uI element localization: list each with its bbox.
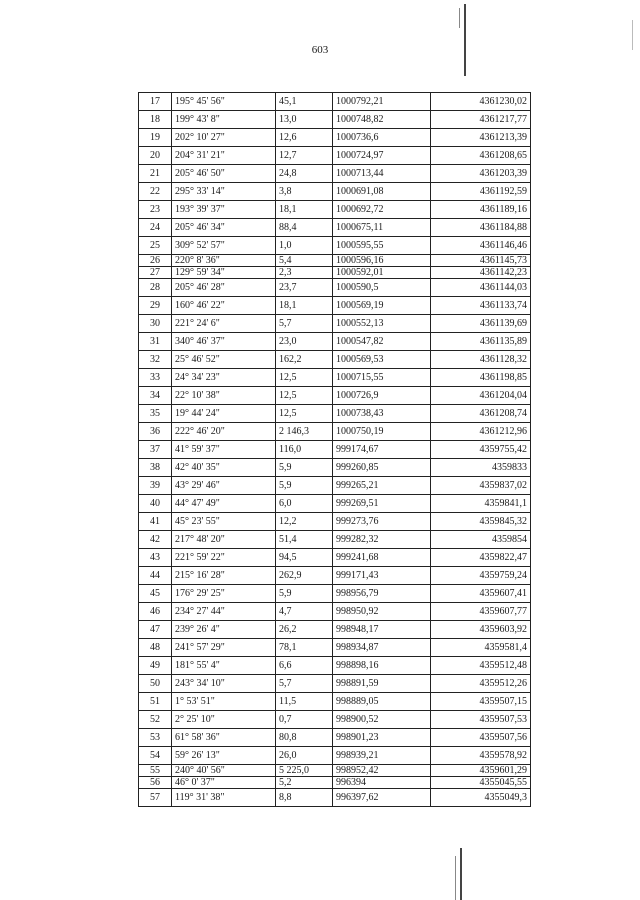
- direction-angle-cell: 43° 29' 46": [172, 477, 276, 495]
- distance-cell: 18,1: [276, 297, 333, 315]
- x-coordinate-cell: 998952,42: [333, 765, 431, 777]
- x-coordinate-cell: 999171,43: [333, 567, 431, 585]
- point-number-cell: 54: [139, 747, 172, 765]
- y-coordinate-cell: 4359845,32: [431, 513, 531, 531]
- distance-cell: 5,7: [276, 315, 333, 333]
- distance-cell: 12,7: [276, 147, 333, 165]
- point-number-cell: 32: [139, 351, 172, 369]
- point-number-cell: 20: [139, 147, 172, 165]
- point-number-cell: 29: [139, 297, 172, 315]
- y-coordinate-cell: 4361133,74: [431, 297, 531, 315]
- point-number-cell: 40: [139, 495, 172, 513]
- y-coordinate-cell: 4361204,04: [431, 387, 531, 405]
- table-row: [139, 165, 531, 183]
- distance-cell: 8,8: [276, 789, 333, 807]
- direction-angle-cell: 44° 47' 49": [172, 495, 276, 513]
- direction-angle-cell: 234° 27' 44": [172, 603, 276, 621]
- direction-angle-cell: 220° 8' 36": [172, 255, 276, 267]
- y-coordinate-cell: 4359822,47: [431, 549, 531, 567]
- direction-angle-cell: 205° 46' 28": [172, 279, 276, 297]
- y-coordinate-cell: 4361128,32: [431, 351, 531, 369]
- table-row: [139, 789, 531, 807]
- table-row: [139, 603, 531, 621]
- point-number-cell: 36: [139, 423, 172, 441]
- table-row: [139, 219, 531, 237]
- x-coordinate-cell: 1000724,97: [333, 147, 431, 165]
- distance-cell: 12,2: [276, 513, 333, 531]
- point-number-cell: 23: [139, 201, 172, 219]
- table-row: [139, 237, 531, 255]
- table-row: [139, 255, 531, 267]
- x-coordinate-cell: 996397,62: [333, 789, 431, 807]
- y-coordinate-cell: 4361217,77: [431, 111, 531, 129]
- direction-angle-cell: 217° 48' 20": [172, 531, 276, 549]
- table-row: [139, 111, 531, 129]
- point-number-cell: 55: [139, 765, 172, 777]
- x-coordinate-cell: 1000675,11: [333, 219, 431, 237]
- point-number-cell: 39: [139, 477, 172, 495]
- x-coordinate-cell: 999265,21: [333, 477, 431, 495]
- x-coordinate-cell: 998956,79: [333, 585, 431, 603]
- point-number-cell: 50: [139, 675, 172, 693]
- table-row: [139, 585, 531, 603]
- point-number-cell: 51: [139, 693, 172, 711]
- point-number-cell: 18: [139, 111, 172, 129]
- direction-angle-cell: 295° 33' 14": [172, 183, 276, 201]
- page-number: 603: [311, 44, 329, 56]
- y-coordinate-cell: 4361145,73: [431, 255, 531, 267]
- x-coordinate-cell: 1000547,82: [333, 333, 431, 351]
- direction-angle-cell: 195° 45' 56": [172, 93, 276, 111]
- distance-cell: 23,7: [276, 279, 333, 297]
- point-number-cell: 49: [139, 657, 172, 675]
- table-row: [139, 333, 531, 351]
- scan-binding-mark-top-thin: [459, 8, 460, 28]
- distance-cell: 11,5: [276, 693, 333, 711]
- distance-cell: 162,2: [276, 351, 333, 369]
- y-coordinate-cell: 4361135,89: [431, 333, 531, 351]
- table-row: [139, 351, 531, 369]
- y-coordinate-cell: 4361208,74: [431, 405, 531, 423]
- scan-edge-mark-right: [632, 20, 633, 50]
- distance-cell: 45,1: [276, 93, 333, 111]
- table-row: [139, 729, 531, 747]
- table-row: [139, 477, 531, 495]
- y-coordinate-cell: 4361144,03: [431, 279, 531, 297]
- point-number-cell: 22: [139, 183, 172, 201]
- direction-angle-cell: 309° 52' 57": [172, 237, 276, 255]
- point-number-cell: 47: [139, 621, 172, 639]
- y-coordinate-cell: 4361208,65: [431, 147, 531, 165]
- table-row: [139, 387, 531, 405]
- x-coordinate-cell: 998901,23: [333, 729, 431, 747]
- table-row: [139, 129, 531, 147]
- y-coordinate-cell: 4359755,42: [431, 441, 531, 459]
- y-coordinate-cell: 4361184,88: [431, 219, 531, 237]
- distance-cell: 80,8: [276, 729, 333, 747]
- distance-cell: 12,5: [276, 405, 333, 423]
- direction-angle-cell: 215° 16' 28": [172, 567, 276, 585]
- distance-cell: 0,7: [276, 711, 333, 729]
- table-row: [139, 549, 531, 567]
- point-number-cell: 42: [139, 531, 172, 549]
- distance-cell: 4,7: [276, 603, 333, 621]
- table-row: [139, 531, 531, 549]
- distance-cell: 5,7: [276, 675, 333, 693]
- point-number-cell: 27: [139, 267, 172, 279]
- point-number-cell: 31: [139, 333, 172, 351]
- table-row: [139, 711, 531, 729]
- x-coordinate-cell: 1000738,43: [333, 405, 431, 423]
- point-number-cell: 30: [139, 315, 172, 333]
- x-coordinate-cell: 998891,59: [333, 675, 431, 693]
- table-row: [139, 693, 531, 711]
- y-coordinate-cell: 4359841,1: [431, 495, 531, 513]
- table-row: [139, 423, 531, 441]
- direction-angle-cell: 241° 57' 29": [172, 639, 276, 657]
- scan-binding-mark-top: [464, 4, 466, 76]
- direction-angle-cell: 221° 59' 22": [172, 549, 276, 567]
- y-coordinate-cell: 4359833: [431, 459, 531, 477]
- direction-angle-cell: 239° 26' 4": [172, 621, 276, 639]
- direction-angle-cell: 340° 46' 37": [172, 333, 276, 351]
- table-row: [139, 747, 531, 765]
- point-number-cell: 45: [139, 585, 172, 603]
- point-number-cell: 52: [139, 711, 172, 729]
- table-row: [139, 513, 531, 531]
- point-number-cell: 35: [139, 405, 172, 423]
- y-coordinate-cell: 4359581,4: [431, 639, 531, 657]
- point-number-cell: 41: [139, 513, 172, 531]
- y-coordinate-cell: 4361139,69: [431, 315, 531, 333]
- x-coordinate-cell: 999269,51: [333, 495, 431, 513]
- direction-angle-cell: 205° 46' 50": [172, 165, 276, 183]
- distance-cell: 88,4: [276, 219, 333, 237]
- distance-cell: 262,9: [276, 567, 333, 585]
- direction-angle-cell: 176° 29' 25": [172, 585, 276, 603]
- y-coordinate-cell: 4361213,39: [431, 129, 531, 147]
- direction-angle-cell: 160° 46' 22": [172, 297, 276, 315]
- direction-angle-cell: 59° 26' 13": [172, 747, 276, 765]
- y-coordinate-cell: 4359507,53: [431, 711, 531, 729]
- direction-angle-cell: 129° 59' 34": [172, 267, 276, 279]
- table-row: [139, 369, 531, 387]
- distance-cell: 12,6: [276, 129, 333, 147]
- table-row: [139, 297, 531, 315]
- direction-angle-cell: 19° 44' 24": [172, 405, 276, 423]
- distance-cell: 6,0: [276, 495, 333, 513]
- x-coordinate-cell: 1000592,01: [333, 267, 431, 279]
- y-coordinate-cell: 4359603,92: [431, 621, 531, 639]
- y-coordinate-cell: 4359507,15: [431, 693, 531, 711]
- table-row: [139, 567, 531, 585]
- y-coordinate-cell: 4361189,16: [431, 201, 531, 219]
- direction-angle-cell: 193° 39' 37": [172, 201, 276, 219]
- point-number-cell: 21: [139, 165, 172, 183]
- point-number-cell: 19: [139, 129, 172, 147]
- direction-angle-cell: 61° 58' 36": [172, 729, 276, 747]
- point-number-cell: 48: [139, 639, 172, 657]
- y-coordinate-cell: 4355049,3: [431, 789, 531, 807]
- point-number-cell: 57: [139, 789, 172, 807]
- point-number-cell: 37: [139, 441, 172, 459]
- scan-binding-mark-bottom-thin: [455, 856, 456, 900]
- x-coordinate-cell: 1000596,16: [333, 255, 431, 267]
- x-coordinate-cell: 998934,87: [333, 639, 431, 657]
- x-coordinate-cell: 1000713,44: [333, 165, 431, 183]
- direction-angle-cell: 204° 31' 21": [172, 147, 276, 165]
- x-coordinate-cell: 998898,16: [333, 657, 431, 675]
- direction-angle-cell: 205° 46' 34": [172, 219, 276, 237]
- x-coordinate-cell: 1000569,53: [333, 351, 431, 369]
- distance-cell: 5,9: [276, 459, 333, 477]
- x-coordinate-cell: 1000595,55: [333, 237, 431, 255]
- y-coordinate-cell: 4359507,56: [431, 729, 531, 747]
- point-number-cell: 33: [139, 369, 172, 387]
- y-coordinate-cell: 4359607,41: [431, 585, 531, 603]
- distance-cell: 5,4: [276, 255, 333, 267]
- direction-angle-cell: 45° 23' 55": [172, 513, 276, 531]
- distance-cell: 2 146,3: [276, 423, 333, 441]
- x-coordinate-cell: 1000691,08: [333, 183, 431, 201]
- x-coordinate-cell: 998939,21: [333, 747, 431, 765]
- x-coordinate-cell: 1000692,72: [333, 201, 431, 219]
- distance-cell: 5,9: [276, 477, 333, 495]
- table-row: [139, 765, 531, 777]
- direction-angle-cell: 2° 25' 10": [172, 711, 276, 729]
- point-number-cell: 38: [139, 459, 172, 477]
- y-coordinate-cell: 4359837,02: [431, 477, 531, 495]
- table-row: [139, 183, 531, 201]
- y-coordinate-cell: 4361212,96: [431, 423, 531, 441]
- x-coordinate-cell: 996394: [333, 777, 431, 789]
- direction-angle-cell: 199° 43' 8": [172, 111, 276, 129]
- point-number-cell: 17: [139, 93, 172, 111]
- table-row: [139, 279, 531, 297]
- coordinates-table: [138, 92, 531, 807]
- distance-cell: 24,8: [276, 165, 333, 183]
- distance-cell: 18,1: [276, 201, 333, 219]
- point-number-cell: 34: [139, 387, 172, 405]
- distance-cell: 51,4: [276, 531, 333, 549]
- y-coordinate-cell: 4361203,39: [431, 165, 531, 183]
- x-coordinate-cell: 998948,17: [333, 621, 431, 639]
- table-row: [139, 495, 531, 513]
- x-coordinate-cell: 1000552,13: [333, 315, 431, 333]
- y-coordinate-cell: 4359578,92: [431, 747, 531, 765]
- distance-cell: 5,9: [276, 585, 333, 603]
- direction-angle-cell: 243° 34' 10": [172, 675, 276, 693]
- y-coordinate-cell: 4359854: [431, 531, 531, 549]
- direction-angle-cell: 25° 46' 52": [172, 351, 276, 369]
- table-row: [139, 93, 531, 111]
- x-coordinate-cell: 999241,68: [333, 549, 431, 567]
- x-coordinate-cell: 1000726,9: [333, 387, 431, 405]
- table-row: [139, 201, 531, 219]
- table-row: [139, 459, 531, 477]
- distance-cell: 5 225,0: [276, 765, 333, 777]
- direction-angle-cell: 119° 31' 38": [172, 789, 276, 807]
- direction-angle-cell: 46° 0' 37": [172, 777, 276, 789]
- scan-binding-mark-bottom: [460, 848, 462, 900]
- point-number-cell: 56: [139, 777, 172, 789]
- x-coordinate-cell: 999273,76: [333, 513, 431, 531]
- x-coordinate-cell: 1000748,82: [333, 111, 431, 129]
- distance-cell: 94,5: [276, 549, 333, 567]
- table-row: [139, 657, 531, 675]
- table-row: [139, 267, 531, 279]
- y-coordinate-cell: 4361142,23: [431, 267, 531, 279]
- x-coordinate-cell: 998889,05: [333, 693, 431, 711]
- direction-angle-cell: 181° 55' 4": [172, 657, 276, 675]
- table-row: [139, 675, 531, 693]
- point-number-cell: 43: [139, 549, 172, 567]
- y-coordinate-cell: 4359607,77: [431, 603, 531, 621]
- x-coordinate-cell: 1000715,55: [333, 369, 431, 387]
- distance-cell: 1,0: [276, 237, 333, 255]
- distance-cell: 116,0: [276, 441, 333, 459]
- distance-cell: 12,5: [276, 369, 333, 387]
- distance-cell: 26,2: [276, 621, 333, 639]
- y-coordinate-cell: 4361230,02: [431, 93, 531, 111]
- table-row: [139, 441, 531, 459]
- point-number-cell: 25: [139, 237, 172, 255]
- x-coordinate-cell: 999282,32: [333, 531, 431, 549]
- direction-angle-cell: 41° 59' 37": [172, 441, 276, 459]
- coordinates-table-body: [139, 93, 531, 807]
- distance-cell: 3,8: [276, 183, 333, 201]
- table-row: [139, 147, 531, 165]
- distance-cell: 6,6: [276, 657, 333, 675]
- direction-angle-cell: 202° 10' 27": [172, 129, 276, 147]
- direction-angle-cell: 222° 46' 20": [172, 423, 276, 441]
- distance-cell: 23,0: [276, 333, 333, 351]
- table-row: [139, 777, 531, 789]
- y-coordinate-cell: 4359512,48: [431, 657, 531, 675]
- direction-angle-cell: 240° 40' 56": [172, 765, 276, 777]
- table-row: [139, 315, 531, 333]
- distance-cell: 26,0: [276, 747, 333, 765]
- y-coordinate-cell: 4359601,29: [431, 765, 531, 777]
- distance-cell: 13,0: [276, 111, 333, 129]
- y-coordinate-cell: 4361146,46: [431, 237, 531, 255]
- y-coordinate-cell: 4359512,26: [431, 675, 531, 693]
- direction-angle-cell: 22° 10' 38": [172, 387, 276, 405]
- point-number-cell: 24: [139, 219, 172, 237]
- x-coordinate-cell: 999260,85: [333, 459, 431, 477]
- y-coordinate-cell: 4361192,59: [431, 183, 531, 201]
- x-coordinate-cell: 1000792,21: [333, 93, 431, 111]
- point-number-cell: 44: [139, 567, 172, 585]
- x-coordinate-cell: 999174,67: [333, 441, 431, 459]
- distance-cell: 5,2: [276, 777, 333, 789]
- x-coordinate-cell: 1000750,19: [333, 423, 431, 441]
- direction-angle-cell: 42° 40' 35": [172, 459, 276, 477]
- x-coordinate-cell: 1000736,6: [333, 129, 431, 147]
- x-coordinate-cell: 1000590,5: [333, 279, 431, 297]
- x-coordinate-cell: 998950,92: [333, 603, 431, 621]
- distance-cell: 2,3: [276, 267, 333, 279]
- distance-cell: 12,5: [276, 387, 333, 405]
- table-row: [139, 639, 531, 657]
- point-number-cell: 26: [139, 255, 172, 267]
- table-row: [139, 621, 531, 639]
- point-number-cell: 46: [139, 603, 172, 621]
- point-number-cell: 28: [139, 279, 172, 297]
- x-coordinate-cell: 998900,52: [333, 711, 431, 729]
- y-coordinate-cell: 4359759,24: [431, 567, 531, 585]
- y-coordinate-cell: 4361198,85: [431, 369, 531, 387]
- x-coordinate-cell: 1000569,19: [333, 297, 431, 315]
- distance-cell: 78,1: [276, 639, 333, 657]
- direction-angle-cell: 24° 34' 23": [172, 369, 276, 387]
- point-number-cell: 53: [139, 729, 172, 747]
- direction-angle-cell: 1° 53' 51": [172, 693, 276, 711]
- table-row: [139, 405, 531, 423]
- y-coordinate-cell: 4355045,55: [431, 777, 531, 789]
- direction-angle-cell: 221° 24' 6": [172, 315, 276, 333]
